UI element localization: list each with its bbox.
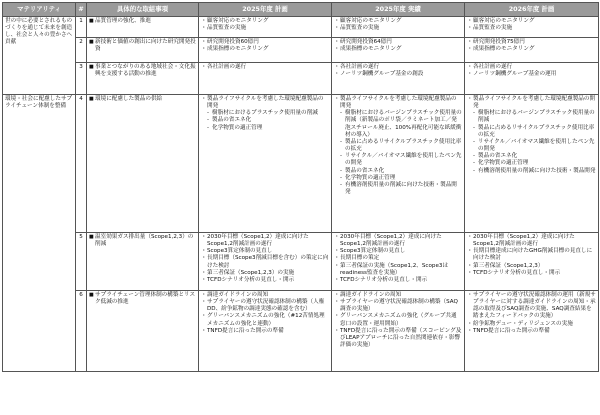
plan-2026-cell: [465, 17, 599, 38]
list-item: ・ サプライヤーの遵守状況確認体制の構築（SAQ調査の実施）: [334, 299, 462, 313]
list-item: ・ サプライヤーの遵守状況確認体制の構築（人権DD、紛争鉱物の調達実態の確認を含む）: [201, 299, 329, 313]
table-row: [3, 95, 599, 233]
header-theme: 具体的な取組事項: [87, 3, 199, 17]
list-item: ・ 品質監査の実施: [467, 25, 596, 32]
bullet-list: [467, 96, 596, 175]
list-item: ・ Scope3算定体制の見直し: [201, 248, 329, 255]
header-plan-2025: 2025年度 計画: [199, 3, 332, 17]
list-item: ・ グリーバンスメカニズムの強化（#12苦情処理メカニズムの強化と連動）: [201, 313, 329, 327]
theme-cell: [87, 95, 199, 233]
theme-text: ■ 環境に配慮した製品の供給: [89, 96, 196, 103]
table-row: [3, 63, 599, 95]
list-item: ・ 各社計画の遂行: [201, 64, 329, 71]
plan-2025-cell: [199, 233, 332, 291]
row-number: 6: [76, 291, 87, 372]
list-item: ・ 研究開発投資75億円: [467, 39, 596, 46]
list-item: ・ 製品ライフサイクルを考慮した環境配慮製品の開発: [467, 96, 596, 110]
theme-text: ■ 温室効果ガス排出量（Scope1,2,3）の削減: [89, 234, 196, 248]
list-item: ・ 顧客対応のモニタリング: [467, 18, 596, 25]
list-item: ・ TCFDシナリオ分析の見直し・開示: [334, 277, 462, 284]
sub-list-item: - 製品に占めるリサイクルプラスチック使用比率の拡充: [467, 125, 596, 139]
sub-list-item: - 樹脂材におけるバージンプラスチック使用量の削減: [467, 110, 596, 124]
theme-cell: [87, 291, 199, 372]
header-num: #: [76, 3, 87, 17]
plan-2025-cell: [199, 38, 332, 63]
bullet-list: [201, 96, 329, 132]
list-item: ・ 成果指標のモニタリング: [334, 46, 462, 53]
plan-2026-cell: [465, 233, 599, 291]
row-number: 3: [76, 63, 87, 95]
materiality-table: [2, 2, 599, 372]
bullet-list: [467, 18, 596, 32]
result-2025-cell: [332, 291, 465, 372]
sub-list-item: - 製品に占めるリサイクルプラスチック使用比率の拡充: [334, 139, 462, 153]
list-item: ・ 2030年目標（Scope1,2）達成に向けたScope1,2削減計画の遂行: [334, 234, 462, 248]
bullet-list: [201, 64, 329, 71]
bullet-list: [467, 292, 596, 335]
bullet-list: [467, 39, 596, 53]
theme-cell: [87, 38, 199, 63]
sub-list-item: - 製品の省エネ化: [201, 117, 329, 124]
bullet-list: [201, 39, 329, 53]
list-item: ・ 顧客対応のモニタリング: [334, 18, 462, 25]
row-number: 2: [76, 38, 87, 63]
list-item: ・ 2030年目標（Scope1,2）達成に向けたScope1,2削減計画の遂行: [201, 234, 329, 248]
list-item: ・ 品質監査の実施: [334, 25, 462, 32]
plan-2026-cell: [465, 291, 599, 372]
result-2025-cell: [332, 233, 465, 291]
sub-list-item: - 樹脂材におけるプラスチック使用量の削減: [201, 110, 329, 117]
header-row: [3, 3, 599, 17]
materiality-cell: 世の中に必要とされるものづくりを通じて未来を創造し、社会と人々の豊かさへ貢献: [3, 17, 76, 95]
table-row: [3, 233, 599, 291]
result-2025-cell: [332, 38, 465, 63]
sub-list-item: - 樹脂材におけるバージンプラスチック使用量の削減（新製品のポリ袋／ラミネート加工／発泡スチロール廃止、100%再配化可能な紙緩衝材の導入）: [334, 110, 462, 139]
row-number: 1: [76, 17, 87, 38]
list-item: ・ グリーバンスメカニズムの強化（グループ共通窓口の設置・運用開始）: [334, 313, 462, 327]
theme-cell: [87, 17, 199, 38]
plan-2026-cell: [465, 38, 599, 63]
list-item: ・ TNFD提言に沿った開示の準備: [467, 328, 596, 335]
bullet-list: [334, 18, 462, 32]
list-item: ・ サプライヤーの遵守状況確認体制の運用（新規サプライヤーに対する調達ガイドラインの周知・承認の取得及びSAQ調査の実施、SAQ調査結果を踏まえたフィードバックの実施）: [467, 292, 596, 321]
theme-cell: [87, 63, 199, 95]
list-item: ・ 調達ガイドラインの周知: [201, 292, 329, 299]
list-item: ・ 各社計画の遂行: [334, 64, 462, 71]
theme-text: ■ 新技術と価値の創出に向けた研究開発投資: [89, 39, 196, 53]
bullet-list: [334, 292, 462, 349]
sub-list-item: - 製品の省エネ化: [334, 168, 462, 175]
list-item: ・ 調達ガイドラインの周知: [334, 292, 462, 299]
list-item: ・ 紛争鉱物デュー・ディリジェンスの実施: [467, 321, 596, 328]
plan-2025-cell: [199, 17, 332, 38]
plan-2026-cell: [465, 95, 599, 233]
row-number: 5: [76, 233, 87, 291]
row-number: 4: [76, 95, 87, 233]
list-item: ・ 研究開発投資60億円: [201, 39, 329, 46]
header-plan-2026: 2026年度 計画: [465, 3, 599, 17]
list-item: ・ 各社計画の遂行: [467, 64, 596, 71]
list-item: ・ 長期目標の策定: [334, 255, 462, 262]
theme-text: ■ サプライチェーン管理体制の構築とリスク低減の推進: [89, 292, 196, 306]
table-row: [3, 291, 599, 372]
plan-2026-cell: [465, 63, 599, 95]
bullet-list: [467, 64, 596, 78]
sub-list-item: - リサイクル／バイオマス繊維を使用したペン先の開発: [467, 139, 596, 153]
sub-list-item: - 製品の省エネ化: [467, 153, 596, 160]
header-materiality: マテリアリティ: [3, 3, 76, 17]
table-row: [3, 38, 599, 63]
bullet-list: [334, 96, 462, 196]
plan-2025-cell: [199, 291, 332, 372]
sub-list-item: - 有機溶剤使用量の削減に向けた技術・製品開発: [334, 182, 462, 196]
list-item: ・ Scope3算定体制の見直し: [334, 248, 462, 255]
bullet-list: [334, 234, 462, 284]
list-item: ・ 第三者保証（Scope1,2,3）: [467, 263, 596, 270]
list-item: ・ 2030年目標（Scope1,2）達成に向けたScope1,2削減計画の遂行: [467, 234, 596, 248]
sub-list-item: - リサイクル／バイオマス繊維を使用したペン先の開発: [334, 153, 462, 167]
list-item: ・ 第三者保証の実施（Scope1,2、Scope3はreadiness監査を実施）: [334, 263, 462, 277]
result-2025-cell: [332, 95, 465, 233]
list-item: ・ TCFDシナリオ分析の見直し・開示: [201, 277, 329, 284]
bullet-list: [334, 64, 462, 78]
theme-text: ■ 品質管理の強化、推進: [89, 18, 196, 25]
table-row: [3, 17, 599, 38]
list-item: ・ 研究開発投資64億円: [334, 39, 462, 46]
list-item: ・ 成果指標のモニタリング: [467, 46, 596, 53]
result-2025-cell: [332, 63, 465, 95]
list-item: ・ 長期目標（Scope3削減目標を含む）の策定に向けた検討: [201, 255, 329, 269]
materiality-cell: 環境・社会に配慮したサプライチェーン体制を整備: [3, 95, 76, 372]
list-item: ・ 長期目標達成に向けたGHG削減目標の見直しに向けた検討: [467, 248, 596, 262]
list-item: ・ 製品ライフサイクルを考慮した環境配慮製品の開発: [201, 96, 329, 110]
list-item: ・ 第三者保証（Scope1,2,3）の実施: [201, 270, 329, 277]
plan-2025-cell: [199, 63, 332, 95]
list-item: ・ ノーリツ鋼機グループ基金の創設: [334, 71, 462, 78]
list-item: ・ TNFD提言に沿った開示の準備: [201, 328, 329, 335]
table-body: [3, 17, 599, 372]
sub-list-item: - 有機溶剤使用量の削減に向けた技術・製品開発: [467, 168, 596, 175]
list-item: ・ ノーリツ鋼機グループ基金の運用: [467, 71, 596, 78]
bullet-list: [201, 18, 329, 32]
list-item: ・ 顧客対応のモニタリング: [201, 18, 329, 25]
bullet-list: [201, 234, 329, 284]
header-result-2025: 2025年度 実績: [332, 3, 465, 17]
theme-text: ■ 事業とつながりのある地域社会・文化振興を支援する活動の推進: [89, 64, 196, 78]
list-item: ・ TNFD提言に沿った開示の準備（スコーピング及びLEAPアプローチに沿った自然関連依存・影響評価の実施）: [334, 328, 462, 349]
bullet-list: [201, 292, 329, 335]
list-item: ・ 成果指標のモニタリング: [201, 46, 329, 53]
bullet-list: [334, 39, 462, 53]
list-item: ・ 製品ライフサイクルを考慮した環境配慮製品の開発: [334, 96, 462, 110]
sub-list-item: - 化学物質の適正管理: [201, 125, 329, 132]
sub-list-item: - 化学物質の適正管理: [334, 175, 462, 182]
bullet-list: [467, 234, 596, 277]
sub-list-item: - 化学物質の適正管理: [467, 160, 596, 167]
list-item: ・ 品質監査の実施: [201, 25, 329, 32]
list-item: ・ TCFDシナリオ分析の見直し・開示: [467, 270, 596, 277]
plan-2025-cell: [199, 95, 332, 233]
theme-cell: [87, 233, 199, 291]
result-2025-cell: [332, 17, 465, 38]
